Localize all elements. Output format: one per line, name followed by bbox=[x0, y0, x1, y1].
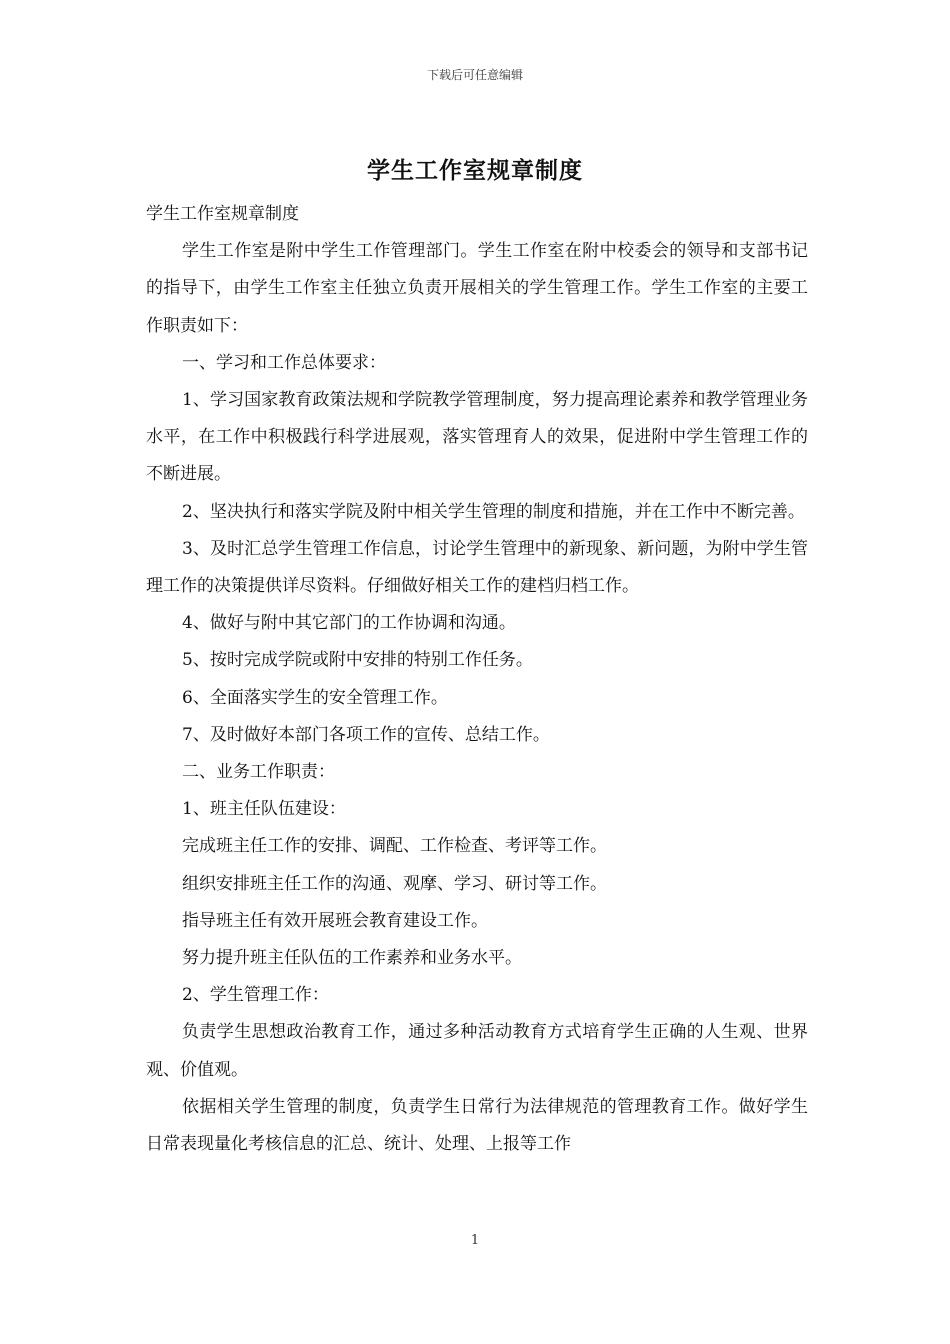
document-body bbox=[146, 196, 808, 1163]
header-note: 下载后可任意编辑 bbox=[426, 68, 523, 82]
paragraph: 学生工作室是附中学生工作管理部门。学生工作室在附中校委会的领导和支部书记的指导下，由学生工作室主任独立负责开展相关的学生管理工作。学生工作室的主要工作职责如下： bbox=[146, 241, 808, 336]
list-item: 1、学习国家教育政策法规和学院教学管理制度，努力提高理论素养和教学管理业务水平，在工作中积极践行科学进展观，落实管理育人的效果，促进附中学生管理工作的不断进展。 bbox=[146, 390, 808, 485]
list-item: 5、按时完成学院或附中安排的特别工作任务。 bbox=[182, 650, 533, 671]
paragraph: 负责学生思想政治教育工作，通过多种活动教育方式培育学生正确的人生观、世界观、价值观。 bbox=[146, 1022, 808, 1080]
subsection-heading: 1、班主任队伍建设： bbox=[182, 799, 346, 820]
list-item: 2、坚决执行和落实学院及附中相关学生管理的制度和措施，并在工作中不断完善。 bbox=[182, 501, 805, 522]
paragraph: 依据相关学生管理的制度，负责学生日常行为法律规范的管理教育工作。做好学生日常表现量化考核信息的汇总、统计、处理、上报等工作 bbox=[146, 1096, 808, 1155]
section-heading: 一、学习和工作总体要求： bbox=[182, 352, 386, 373]
list-item: 4、做好与附中其它部门的工作协调和沟通。 bbox=[182, 613, 516, 634]
document-title: 学生工作室规章制度 bbox=[367, 157, 583, 184]
paragraph: 指导班主任有效开展班会教育建设工作。 bbox=[182, 910, 488, 931]
subsection-heading: 2、学生管理工作： bbox=[182, 985, 329, 1006]
list-item: 3、及时汇总学生管理工作信息，讨论学生管理中的新现象、新问题，为附中学生管理工作的决策提供详尽资料。仔细做好相关工作的建档归档工作。 bbox=[146, 538, 808, 597]
section-heading: 二、业务工作职责： bbox=[182, 762, 335, 783]
page-number: 1 bbox=[470, 1233, 480, 1248]
list-item: 6、全面落实学生的安全管理工作。 bbox=[182, 687, 448, 708]
paragraph: 努力提升班主任队伍的工作素养和业务水平。 bbox=[182, 948, 522, 969]
paragraph: 完成班主任工作的安排、调配、工作检查、考评等工作。 bbox=[182, 836, 607, 857]
list-item: 7、及时做好本部门各项工作的宣传、总结工作。 bbox=[182, 724, 550, 745]
paragraph: 学生工作室规章制度 bbox=[146, 204, 299, 224]
paragraph: 组织安排班主任工作的沟通、观摩、学习、研讨等工作。 bbox=[182, 873, 607, 894]
